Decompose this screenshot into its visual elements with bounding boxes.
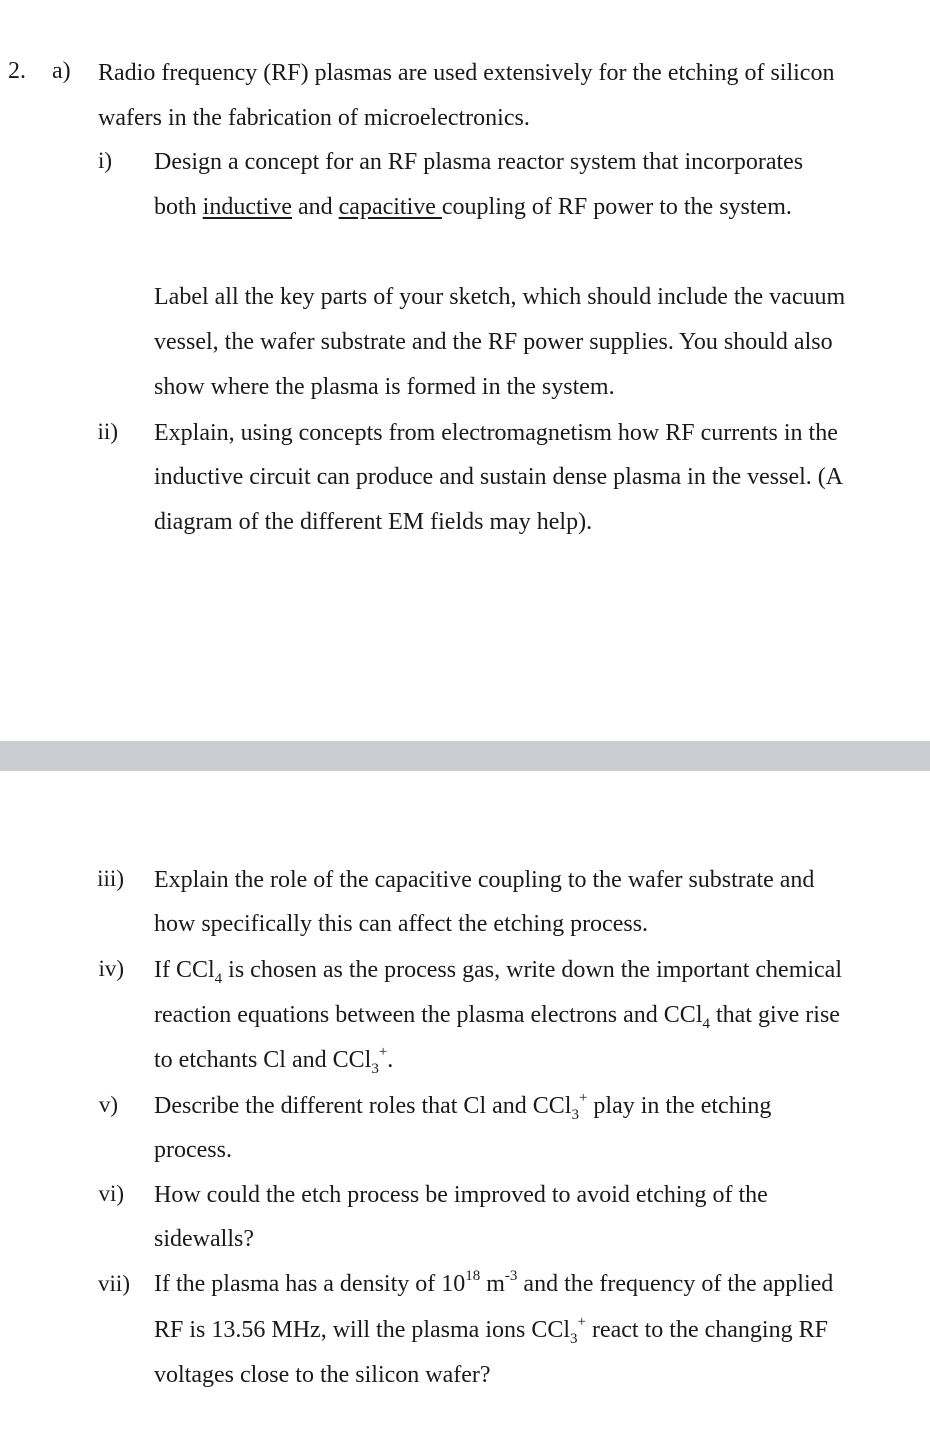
subpart-i-line1: Design a concept for an RF plasma reactor system that incorporates: [154, 149, 804, 175]
text-segment: reaction equations between the plasma electrons and CCl: [154, 1002, 703, 1028]
text-segment: that give rise: [709, 1002, 840, 1028]
subpart-iv-line1: [154, 955, 842, 985]
subpart-vii-line1: [154, 1269, 833, 1299]
subpart-vii-line3: voltages close to the silicon wafer?: [154, 1362, 491, 1388]
subpart-i-line2: [154, 192, 792, 222]
subscript: 4: [214, 970, 223, 987]
text-segment: both: [154, 194, 203, 220]
subpart-iv-line3: [154, 1045, 393, 1075]
text-segment: to etchants Cl and CCl: [154, 1047, 372, 1073]
part-label: a): [52, 58, 71, 84]
text-segment: Describe the different roles that Cl and CCl: [154, 1093, 572, 1119]
text-segment: If the plasma has a density of 10: [154, 1271, 466, 1297]
intro-line-1: Radio frequency (RF) plasmas are used extensively for the etching of silicon: [98, 60, 835, 86]
question-number: 2.: [8, 58, 26, 84]
subpart-v-label: v): [98, 1092, 118, 1117]
text-segment: m: [480, 1271, 505, 1297]
subpart-vi-line1: How could the etch process be improved to avoid etching of the: [154, 1182, 768, 1208]
intro-line-2: wafers in the fabrication of microelectronics.: [98, 105, 530, 131]
subpart-ii-label: ii): [97, 419, 118, 444]
text-segment: RF is 13.56 MHz, will the plasma ions CCl: [154, 1317, 571, 1343]
superscript: -3: [504, 1268, 518, 1284]
subpart-vii-label: vii): [98, 1271, 130, 1296]
subscript: 4: [702, 1015, 710, 1032]
subpart-i-line3: Label all the key parts of your sketch, which should include the vacuum: [154, 284, 846, 310]
subpart-iv-label: iv): [98, 956, 124, 981]
subpart-iii-line2: how specifically this can affect the etching process.: [154, 911, 649, 937]
subscript: 3: [571, 1106, 579, 1123]
underlined-capacitive: capacitive: [338, 194, 442, 220]
subpart-ii-line1: Explain, using concepts from electromagnetism how RF currents in the: [154, 420, 838, 446]
subpart-vi-label: vi): [98, 1181, 124, 1206]
superscript: +: [378, 1044, 388, 1060]
subpart-vi-line2: sidewalls?: [154, 1226, 254, 1252]
subpart-ii-line2: inductive circuit can produce and sustain dense plasma in the vessel. (A: [154, 464, 844, 490]
subpart-v-line2: process.: [154, 1137, 232, 1163]
subscript: 3: [371, 1060, 379, 1077]
subpart-v-line1: [154, 1091, 771, 1121]
subpart-i-label: i): [97, 148, 112, 173]
subpart-i-line5: show where the plasma is formed in the system.: [154, 374, 615, 400]
text-segment: .: [387, 1047, 394, 1073]
superscript: +: [578, 1090, 588, 1106]
subpart-i-line4: vessel, the wafer substrate and the RF power supplies. You should also: [154, 329, 833, 355]
subpart-iv-line2: [154, 1000, 840, 1030]
subpart-vii-line2: [154, 1315, 828, 1345]
subpart-iii-line1: Explain the role of the capacitive coupling to the wafer substrate and: [154, 867, 815, 893]
subpart-iii-label: iii): [97, 866, 124, 891]
text-segment: coupling of RF power to the system.: [441, 194, 792, 220]
subscript: 3: [570, 1330, 578, 1347]
text-segment: and the frequency of the applied: [517, 1271, 834, 1297]
text-segment: react to the changing RF: [585, 1317, 828, 1343]
underlined-inductive: inductive: [202, 194, 292, 220]
superscript: +: [577, 1314, 586, 1330]
text-segment: is chosen as the process gas, write down the important chemical: [222, 957, 842, 983]
subpart-ii-line3: diagram of the different EM fields may help).: [154, 509, 593, 535]
superscript: 18: [465, 1268, 481, 1284]
text-segment: If CCl: [154, 957, 215, 983]
page-divider: [0, 741, 930, 771]
text-segment: play in the etching: [587, 1093, 772, 1119]
text-segment: and: [291, 194, 339, 220]
